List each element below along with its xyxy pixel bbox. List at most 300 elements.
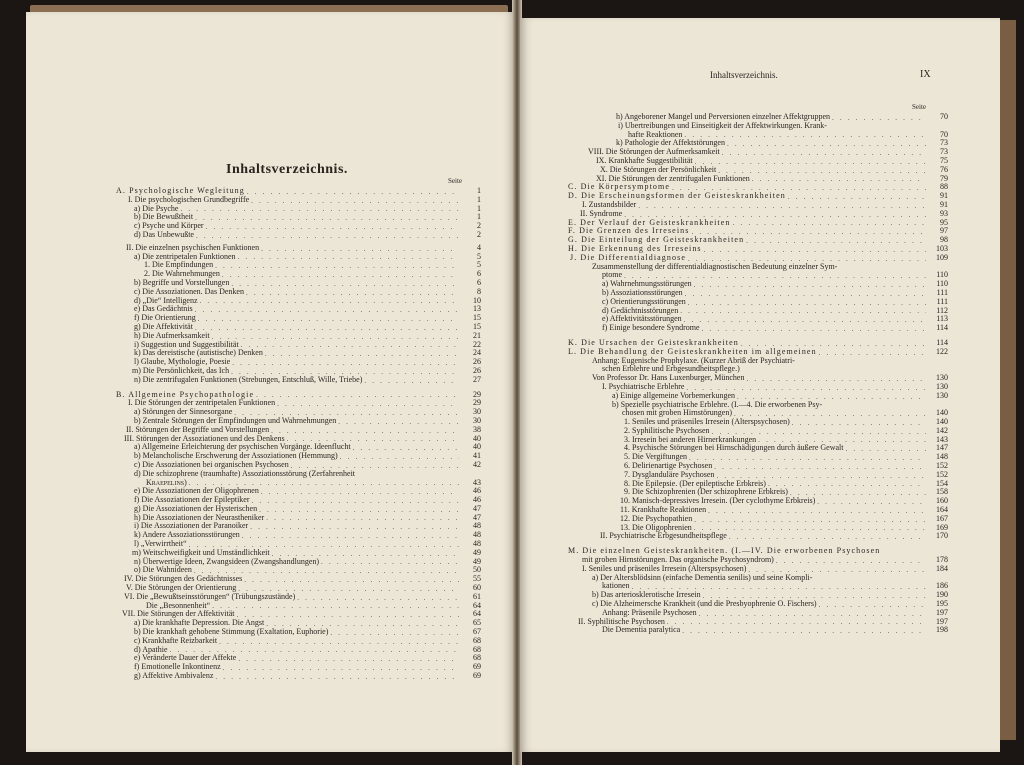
toc-entry-page: 95 xyxy=(940,217,948,227)
toc-entry-page: 6 xyxy=(477,269,481,279)
dot-leader xyxy=(685,290,926,298)
toc-entry-title: 7. Dysglanduläre Psychosen xyxy=(624,469,715,479)
toc-entry-title: VIII. Die Störungen der Aufmerksamkeit xyxy=(588,147,720,157)
toc-entry-page: 49 xyxy=(473,556,481,566)
toc-entry-title: k) Andere Assoziationsstörungen xyxy=(134,530,240,540)
toc-entry-page: 29 xyxy=(473,398,481,408)
toc-entry-title: f) Einige besondere Syndrome xyxy=(602,323,700,333)
toc-entry-page: 40 xyxy=(473,442,481,452)
toc-entry-page: 190 xyxy=(936,590,948,600)
toc-entry-page: 76 xyxy=(940,164,948,174)
toc-entry-page: 114 xyxy=(936,337,948,347)
dot-leader xyxy=(748,566,926,574)
toc-entry-page: 55 xyxy=(473,574,481,584)
toc-entry-page: 110 xyxy=(936,270,948,280)
toc-entry xyxy=(568,348,948,357)
toc-entry-title: i) Übertreibungen und Einseitigkeit der Affektwirkungen. Krank- xyxy=(618,121,827,130)
toc-entry-page: 49 xyxy=(473,547,481,557)
dot-leader xyxy=(817,498,926,506)
dot-leader xyxy=(238,253,459,261)
toc-entry-page: 198 xyxy=(936,625,948,635)
toc-entry-title: a) Die Psyche xyxy=(134,203,179,213)
toc-entry-page: 167 xyxy=(936,513,948,523)
toc-entry-title: a) Der Altersblödsinn (einfache Dementia senilis) und seine Kompli- xyxy=(592,573,813,582)
toc-entry-title: b) Zentrale Störungen der Empfindungen und Wahrnehmungen xyxy=(134,415,337,425)
dot-leader xyxy=(219,638,459,646)
toc-entry-page: 48 xyxy=(473,521,481,531)
dot-leader xyxy=(733,219,926,227)
toc-entry-title: I. Die Störungen der zentripetalen Funktionen xyxy=(128,398,276,408)
toc-entry-page: 195 xyxy=(936,599,948,609)
dot-leader xyxy=(819,601,926,609)
toc-entry-title: II. Störungen der Begriffe und Vorstellungen xyxy=(126,424,270,434)
toc-entry-page: 113 xyxy=(936,314,948,324)
toc-entry-page: 13 xyxy=(473,304,481,314)
toc-entry-page: 47 xyxy=(473,503,481,513)
toc-entry-title: a) Allgemeine Erleichterung der psychischen Vorgänge. Ideenflucht xyxy=(134,443,351,452)
dot-leader xyxy=(353,444,459,452)
dot-leader xyxy=(297,594,459,602)
toc-entry-page: 140 xyxy=(936,417,948,427)
toc-entry-page: 40 xyxy=(473,433,481,443)
dot-leader xyxy=(215,262,459,270)
seite-label: Seite xyxy=(448,177,462,185)
toc-entry-page: 27 xyxy=(473,374,481,384)
toc-entry-title: c) Krankhafte Reizbarkeit xyxy=(134,635,218,645)
dot-leader xyxy=(266,514,459,522)
toc-entry-page: 15 xyxy=(473,313,481,323)
toc-entry xyxy=(568,122,948,131)
dot-leader xyxy=(688,299,926,307)
toc-entry-title: c) Psyche und Körper xyxy=(134,221,204,231)
dot-leader xyxy=(746,237,926,245)
toc-entry-title: Kraepelins) xyxy=(146,477,187,487)
toc-entry xyxy=(568,324,948,333)
toc-entry-page: 197 xyxy=(936,607,948,617)
dot-leader xyxy=(792,419,926,427)
toc-entry-title: schen Erblehre und Erbgesundheitspflege.) xyxy=(602,365,740,374)
toc-entry-page: 148 xyxy=(936,452,948,462)
toc-entry-page: 109 xyxy=(936,252,948,262)
dot-leader xyxy=(241,341,459,349)
toc-entry-title: e) Affektivitätsstörungen xyxy=(602,314,682,324)
toc-entry-page: 97 xyxy=(940,226,948,236)
dot-leader xyxy=(702,325,926,333)
toc-entry-title: e) Die Assoziationen der Oligophrenen xyxy=(134,486,259,496)
left-page xyxy=(26,12,515,752)
dot-leader xyxy=(330,629,459,637)
dot-leader xyxy=(244,576,459,584)
toc-entry-title: a) Wahrnehmungsstörungen xyxy=(602,279,692,289)
toc-entry-title: a) Störungen der Sinnesorgane xyxy=(134,407,233,417)
toc-entry-title: Zusammenstellung der differentialdiagnostischen Bedeutung einzelner Sym- xyxy=(592,262,838,271)
toc-entry xyxy=(116,376,481,385)
toc-entry-page: 15 xyxy=(473,321,481,331)
dot-leader xyxy=(223,664,459,672)
toc-entry-page: 75 xyxy=(940,155,948,165)
dot-leader xyxy=(729,533,926,541)
toc-entry xyxy=(568,263,948,272)
dot-leader xyxy=(265,350,459,358)
toc-entry-page: 48 xyxy=(473,539,481,549)
dot-leader xyxy=(212,333,459,341)
toc-entry-page: 30 xyxy=(473,407,481,417)
dot-leader xyxy=(638,202,926,210)
toc-entry xyxy=(116,672,481,681)
toc-entry-page: 142 xyxy=(936,425,948,435)
dot-leader xyxy=(752,175,926,183)
toc-entry-title: XI. Die Störungen der zentrifugalen Funktionen xyxy=(596,173,750,183)
toc-entry-page: 73 xyxy=(940,138,948,148)
toc-entry-page: 22 xyxy=(473,339,481,349)
toc-entry xyxy=(568,201,948,210)
toc-entry-title: d) „Die“ Intelligenz xyxy=(134,295,198,305)
dot-leader xyxy=(338,418,459,426)
toc-entry-title: II. Die einzelnen psychischen Funktionen xyxy=(126,242,260,252)
toc-entry-title: h) Die Aufmerksamkeit xyxy=(134,330,210,340)
toc-entry-title: l) „Verwirrtheit“ xyxy=(134,539,187,549)
toc-entry-title: n) Die zentrifugalen Funktionen (Strebungen, Entschluß, Wille, Triebe) xyxy=(134,375,363,384)
toc-entry-title: h) Angeborener Mangel und Perversionen einzelner Affektgruppen xyxy=(616,113,831,121)
toc-entry-title: 4. Psychische Störungen bei Hirnschädigungen durch äußere Gewalt xyxy=(624,444,844,453)
toc-entry-page: 88 xyxy=(940,182,948,192)
dot-leader xyxy=(215,673,459,681)
dot-leader xyxy=(722,149,926,157)
dot-leader xyxy=(252,497,459,505)
toc-entry-title: 11. Krankhafte Reaktionen xyxy=(620,505,707,515)
dot-leader xyxy=(714,463,926,471)
toc-entry-title: M. Die einzelnen Geisteskrankheiten. (I.—IV. Die erworbenen Psychosen xyxy=(568,547,881,556)
toc-entry-page: 186 xyxy=(936,581,948,591)
toc-entry-page: 91 xyxy=(940,199,948,209)
dot-leader xyxy=(746,375,926,383)
toc-entry-page: 91 xyxy=(940,191,948,201)
toc-entry-page: 2 xyxy=(477,221,481,231)
toc-entry-title: 9. Die Schizophrenien (Der schizophrene Erbkreis) xyxy=(624,487,788,497)
toc-entry-title: I. Die psychologischen Grundbegriffe xyxy=(128,194,250,204)
dot-leader xyxy=(198,315,459,323)
dot-leader xyxy=(231,280,459,288)
dot-leader xyxy=(259,506,459,514)
toc-entry-page: 130 xyxy=(936,373,948,383)
toc-entry-page: 184 xyxy=(936,563,948,573)
toc-entry-title: G. Die Einteilung der Geisteskrankheiten xyxy=(568,235,745,245)
toc-entry xyxy=(116,637,481,646)
toc-entry-title: I. Psychiatrische Erblehre xyxy=(602,381,685,391)
toc-entry-page: 130 xyxy=(936,381,948,391)
toc-entry-title: h) Die Assoziationen der Neurastheniker xyxy=(134,512,265,522)
toc-entry-title: 1. Die Empfindungen xyxy=(144,260,214,270)
toc-entry-page: 93 xyxy=(940,208,948,218)
toc-entry-title: ptome xyxy=(602,270,622,280)
toc-entry-title: hafte Reaktionen xyxy=(628,129,683,139)
dot-leader xyxy=(291,462,459,470)
toc-entry-page: 6 xyxy=(477,277,481,287)
dot-leader xyxy=(708,507,926,515)
toc-entry-title: VI. Die „Bewußtseinsstörungen“ (Trübungszustände) xyxy=(124,591,296,601)
toc-entry-page: 4 xyxy=(477,242,481,252)
toc-entry-page: 42 xyxy=(473,459,481,469)
dot-leader xyxy=(737,393,926,401)
dot-leader xyxy=(180,205,459,213)
toc-entry-title: g) Affektive Ambivalenz xyxy=(134,671,214,681)
book-cover-edge-right xyxy=(1000,20,1016,740)
toc-entry-page: 5 xyxy=(477,251,481,261)
toc-entry-title: 3. Irresein bei anderen Hirnerkrankungen xyxy=(624,434,757,444)
toc-entry-title: 12. Die Psychopathien xyxy=(620,513,693,523)
toc-entry-title: I. Zustandsbilder xyxy=(582,199,637,209)
toc-entry-title: II. Syndrome xyxy=(580,208,623,218)
toc-entry-title: i) Die Assoziationen der Paranoiker xyxy=(134,521,249,531)
toc-entry-title: 13. Die Oligophrenien xyxy=(620,522,692,532)
page-number: IX xyxy=(920,69,931,80)
toc-entry-title: D. Die Erscheinungsformen der Geisteskrankheiten xyxy=(568,191,786,201)
toc-entry-title: II. Syphilitische Psychosen xyxy=(578,616,665,626)
toc-entry-page: 68 xyxy=(473,653,481,663)
toc-entry-page: 130 xyxy=(936,390,948,400)
toc-entry-page: 110 xyxy=(936,279,948,289)
toc-entry-page: 46 xyxy=(473,495,481,505)
toc-entry-page: 158 xyxy=(936,487,948,497)
toc-entry-title: m) Die Persönlichkeit, das Ich xyxy=(132,365,230,375)
toc-entry xyxy=(568,436,948,445)
toc-entry-title: m) Weitschweifigkeit und Umständlichkeit xyxy=(132,547,270,557)
toc-entry-page: 69 xyxy=(473,662,481,672)
toc-entry-title: 5. Die Vergiftungen xyxy=(624,452,688,462)
toc-entry-page: 152 xyxy=(936,461,948,471)
dot-leader xyxy=(776,557,926,565)
dot-leader xyxy=(694,524,926,532)
toc-entry-title: L. Die Behandlung der Geisteskrankheiten im allgemeinen xyxy=(568,346,817,356)
dot-leader xyxy=(195,214,459,222)
toc-entry-page: 21 xyxy=(473,330,481,340)
toc-entry-page: 29 xyxy=(473,389,481,399)
toc-entry-title: kationen xyxy=(602,581,630,591)
toc-entry-page: 1 xyxy=(477,203,481,213)
toc-entry-title: F. Die Grenzen des Irreseins xyxy=(568,226,690,236)
toc-entry-page: 50 xyxy=(473,565,481,575)
toc-entry-title: J. Die Differentialdiagnose xyxy=(570,252,686,262)
toc-entry-title: IV. Die Störungen des Gedächtnisses xyxy=(124,574,243,584)
dot-leader xyxy=(195,324,459,332)
dot-leader xyxy=(261,245,459,253)
toc-entry-title: b) Die Bewußtheit xyxy=(134,212,194,222)
toc-entry-title: n) Überwertige Ideen, Zwangsideen (Zwangshandlungen) xyxy=(134,556,320,566)
toc-entry-title: e) Veränderte Dauer der Affekte xyxy=(134,653,237,663)
toc-entry-page: 68 xyxy=(473,635,481,645)
dot-leader xyxy=(703,592,926,600)
toc-entry-page: 67 xyxy=(473,627,481,637)
dot-leader xyxy=(768,480,926,488)
toc-entry-title: g) Die Assoziationen der Hysterischen xyxy=(134,503,258,513)
toc-entry-title: a) Einige allgemeine Vorbemerkungen xyxy=(612,390,735,400)
toc-entry-title: k) Pathologie der Affektstörungen xyxy=(616,138,725,148)
toc-entry-page: 64 xyxy=(473,600,481,610)
toc-entry-title: d) Apathie xyxy=(134,644,168,654)
toc-entry-page: 60 xyxy=(473,583,481,593)
toc-entry-page: 152 xyxy=(936,469,948,479)
dot-leader xyxy=(846,445,927,453)
dot-leader xyxy=(364,377,459,385)
toc-entry-title: b) Die krankhaft gehobene Stimmung (Exaltation, Euphorie) xyxy=(134,627,329,637)
toc-entry-title: f) Die Assoziationen der Epileptiker xyxy=(134,495,250,505)
dot-leader xyxy=(688,255,926,263)
dot-leader xyxy=(684,316,926,324)
dot-leader xyxy=(689,454,926,462)
toc-entry-title: IX. Krankhafte Suggestibilität xyxy=(596,155,693,165)
dot-leader xyxy=(196,232,459,240)
dot-leader xyxy=(758,436,926,444)
dot-leader xyxy=(727,140,926,148)
dot-leader xyxy=(704,246,926,254)
dot-leader xyxy=(694,516,926,524)
toc-entry-page: 170 xyxy=(936,531,948,541)
dot-leader xyxy=(832,114,926,122)
dot-leader xyxy=(238,655,459,663)
toc-entry-title: Die Dementia paralytica xyxy=(602,625,681,635)
toc-entry-page: 46 xyxy=(473,486,481,496)
dot-leader xyxy=(340,453,459,461)
dot-leader xyxy=(694,281,926,289)
toc-entry-title: mit groben Hirnstörungen. Das organische Psychosyndrom) xyxy=(582,555,774,565)
dot-leader xyxy=(232,359,459,367)
toc-entry-page: 1 xyxy=(477,194,481,204)
toc-entry-title: X. Die Störungen der Persönlichkeit xyxy=(600,164,717,174)
page-title: Inhaltsverzeichnis. xyxy=(226,162,348,177)
toc-entry-page: 122 xyxy=(936,346,948,356)
dot-leader xyxy=(261,488,459,496)
running-head: Inhaltsverzeichnis. xyxy=(710,70,778,80)
toc-entry-title: d) Das Unbewußte xyxy=(134,229,194,239)
toc-entry-title: B. Allgemeine Psychopathologie xyxy=(116,389,255,399)
toc-entry-page: 64 xyxy=(473,609,481,619)
toc-entry xyxy=(568,357,948,366)
table-of-contents xyxy=(568,113,948,635)
dot-leader xyxy=(680,307,926,315)
toc-entry-title: k) Das dereistische (autistische) Denken xyxy=(134,348,263,358)
dot-leader xyxy=(277,400,459,408)
toc-entry-page: 147 xyxy=(936,443,948,453)
toc-entry-page: 68 xyxy=(473,644,481,654)
toc-entry-page: 43 xyxy=(473,477,481,487)
toc-entry-title: f) Emotionelle Inkontinenz xyxy=(134,662,221,672)
toc-entry-page: 30 xyxy=(473,415,481,425)
toc-entry-title: Anhang: Eugenische Prophylaxe. (Kurzer Abriß der Psychiatri- xyxy=(592,356,795,365)
toc-entry-title: g) Die Affektivität xyxy=(134,321,193,331)
toc-entry-title: a) Die krankhafte Depression. Die Angst xyxy=(134,618,265,628)
toc-entry-title: c) Die Alzheimersche Krankheit (und die Presbyophrenie O. Fischers) xyxy=(592,600,817,609)
toc-entry-page: 103 xyxy=(936,243,948,253)
toc-entry-page: 114 xyxy=(936,323,948,333)
toc-entry-page: 47 xyxy=(473,512,481,522)
toc-entry-page: 26 xyxy=(473,365,481,375)
toc-entry-page: 1 xyxy=(477,186,481,195)
dot-leader xyxy=(250,523,459,531)
toc-entry xyxy=(568,565,948,574)
dot-leader xyxy=(231,368,459,376)
toc-entry-page: 38 xyxy=(473,424,481,434)
toc-entry-page: 70 xyxy=(940,112,948,121)
toc-entry-page: 48 xyxy=(473,530,481,540)
toc-entry-page: 26 xyxy=(473,357,481,367)
toc-entry-page: 111 xyxy=(936,296,948,306)
dot-leader xyxy=(699,610,926,618)
toc-entry-title: K. Die Ursachen der Geisteskrankheiten xyxy=(568,337,739,347)
toc-entry-title: A. Psychologische Wegleitung xyxy=(116,186,245,195)
toc-entry-page: 70 xyxy=(940,129,948,139)
toc-entry-title: c) Orientierungsstörungen xyxy=(602,296,686,306)
toc-entry-page: 24 xyxy=(473,348,481,358)
toc-entry-title: VII. Die Störungen der Affektivität xyxy=(122,609,235,619)
toc-entry-page: 5 xyxy=(477,260,481,270)
toc-entry-page: 111 xyxy=(936,287,948,297)
toc-entry-title: chosen mit groben Hirnstörungen) xyxy=(622,408,732,418)
toc-entry-page: 164 xyxy=(936,505,948,515)
dot-leader xyxy=(242,532,459,540)
toc-entry-title: c) Die Assoziationen bei organischen Psychosen xyxy=(134,459,289,469)
toc-entry-page: 73 xyxy=(940,147,948,157)
toc-entry-page: 160 xyxy=(936,496,948,506)
dot-leader xyxy=(206,223,459,231)
toc-entry-page: 10 xyxy=(473,295,481,305)
toc-entry-title: b) Begriffe und Vorstellungen xyxy=(134,277,230,287)
toc-entry-title: b) Das arteriosklerotische Irresein xyxy=(592,590,701,600)
toc-entry-page: 79 xyxy=(940,173,948,183)
dot-leader xyxy=(271,427,459,435)
toc-entry-page: 178 xyxy=(936,555,948,565)
toc-entry-title: b) Spezielle psychiatrische Erblehre. (I.—4. Die erworbenen Psy- xyxy=(612,400,823,409)
toc-entry-page: 98 xyxy=(940,235,948,245)
toc-entry-title: 2. Syphilitische Psychosen xyxy=(624,425,710,435)
toc-entry-title: E. Der Verlauf der Geisteskrankheiten xyxy=(568,217,731,227)
toc-entry-title: V. Die Störungen der Orientierung xyxy=(126,583,237,593)
dot-leader xyxy=(247,188,459,196)
toc-entry xyxy=(568,392,948,401)
toc-entry-title: Anhang: Präsenile Psychosen xyxy=(602,607,697,617)
dot-leader xyxy=(222,271,459,279)
toc-entry-page: 61 xyxy=(473,591,481,601)
toc-entry xyxy=(568,113,948,122)
toc-entry-title: l) Glaube, Mythologie, Poesie xyxy=(134,357,231,367)
toc-entry-title: o) Die Wahnideen xyxy=(134,565,192,575)
dot-leader xyxy=(200,297,459,305)
toc-entry-page: 8 xyxy=(477,286,481,296)
toc-entry-title: 2. Die Wahrnehmungen xyxy=(144,269,220,279)
seite-label: Seite xyxy=(912,103,926,111)
toc-entry-page: 169 xyxy=(936,522,948,532)
toc-entry-title: d) Gedächtnisstörungen xyxy=(602,305,679,315)
dot-leader xyxy=(788,193,926,201)
toc-entry-page: 65 xyxy=(473,618,481,628)
toc-entry xyxy=(116,231,481,240)
toc-entry-page: 143 xyxy=(936,434,948,444)
dot-leader xyxy=(667,618,926,626)
dot-leader xyxy=(212,602,459,610)
toc-entry-page: 112 xyxy=(936,305,948,315)
dot-leader xyxy=(287,435,459,443)
toc-entry xyxy=(568,626,948,635)
toc-entry-title: 1. Seniles und präseniles Irresein (Alterspsychosen) xyxy=(624,417,790,427)
toc-entry-title: b) Melancholische Erschwerung der Assoziationen (Hemmung) xyxy=(134,451,338,461)
toc-entry-title: II. Psychiatrische Erbgesundheitspflege xyxy=(600,531,727,541)
dot-leader xyxy=(237,611,460,619)
toc-entry-title: f) Die Orientierung xyxy=(134,313,196,323)
toc-entry-page: 1 xyxy=(477,212,481,222)
toc-entry-title: 8. Die Epilepsie. (Der epileptische Erbkreis) xyxy=(624,478,766,488)
toc-entry xyxy=(116,461,481,470)
toc-entry-title: I. Seniles und präseniles Irresein (Alterspsychosen) xyxy=(582,563,747,573)
toc-entry-title: i) Suggestion und Suggestibilität xyxy=(134,339,239,349)
